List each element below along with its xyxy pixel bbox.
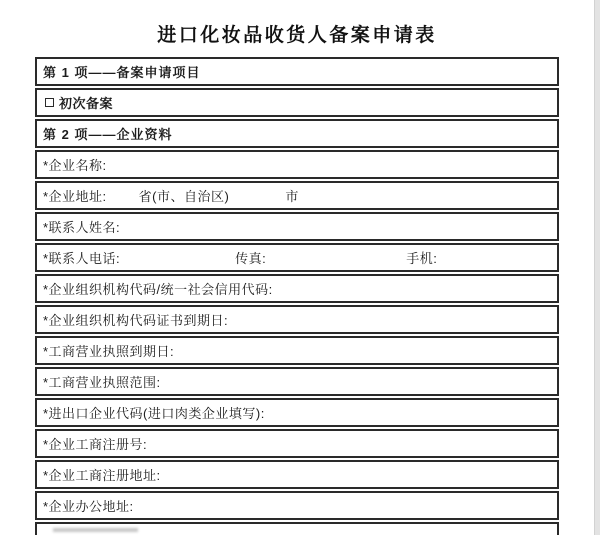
row-company-name [35, 150, 559, 179]
row-business-registration-number [35, 429, 559, 458]
row-org-code-cert-expiry [35, 305, 559, 334]
section-1-header [35, 57, 559, 86]
cutoff-text-smudge [53, 528, 138, 532]
org-code-cert-expiry-label: *企业组织机构代码证书到期日: [43, 313, 229, 328]
row-org-code [35, 274, 559, 303]
row-contact-name [35, 212, 559, 241]
company-address-label: *企业地址: [43, 189, 107, 204]
section-2-header [35, 119, 559, 148]
company-name-label: *企业名称: [43, 158, 107, 173]
initial-filing-label: 初次备案 [59, 96, 114, 111]
business-registration-number-label: *企业工商注册号: [43, 437, 148, 452]
address-province-label: 省(市、自治区) [138, 189, 230, 204]
org-code-label: *企业组织机构代码/统一社会信用代码: [43, 282, 273, 297]
fax-label: 传真: [235, 251, 267, 266]
row-office-address [35, 491, 559, 520]
registered-address-label: *企业工商注册地址: [43, 468, 161, 483]
business-license-expiry-label: *工商营业执照到期日: [43, 344, 175, 359]
address-city-label: 市 [285, 189, 299, 204]
row-company-address [35, 181, 559, 210]
checkbox-icon[interactable] [45, 98, 54, 107]
row-initial-filing [35, 88, 559, 117]
row-business-license-expiry [35, 336, 559, 365]
application-form-table [35, 57, 559, 535]
row-business-license-scope [35, 367, 559, 396]
import-export-code-label: *进出口企业代码(进口肉类企业填写): [43, 406, 265, 421]
scan-edge-shadow [594, 0, 600, 535]
page-title: 进口化妆品收货人备案申请表 [157, 25, 437, 46]
row-partial-cutoff [35, 522, 559, 535]
row-registered-address [35, 460, 559, 489]
office-address-label: *企业办公地址: [43, 499, 134, 514]
row-import-export-code [35, 398, 559, 427]
business-license-scope-label: *工商营业执照范围: [43, 375, 161, 390]
mobile-label: 手机: [406, 251, 438, 266]
contact-name-label: *联系人姓名: [43, 220, 121, 235]
contact-phone-label: *联系人电话: [43, 251, 121, 266]
section-1-header-label: 第 1 项——备案申请项目 [43, 65, 201, 80]
section-2-header-label: 第 2 项——企业资料 [43, 127, 173, 142]
row-contact-phone [35, 243, 559, 272]
